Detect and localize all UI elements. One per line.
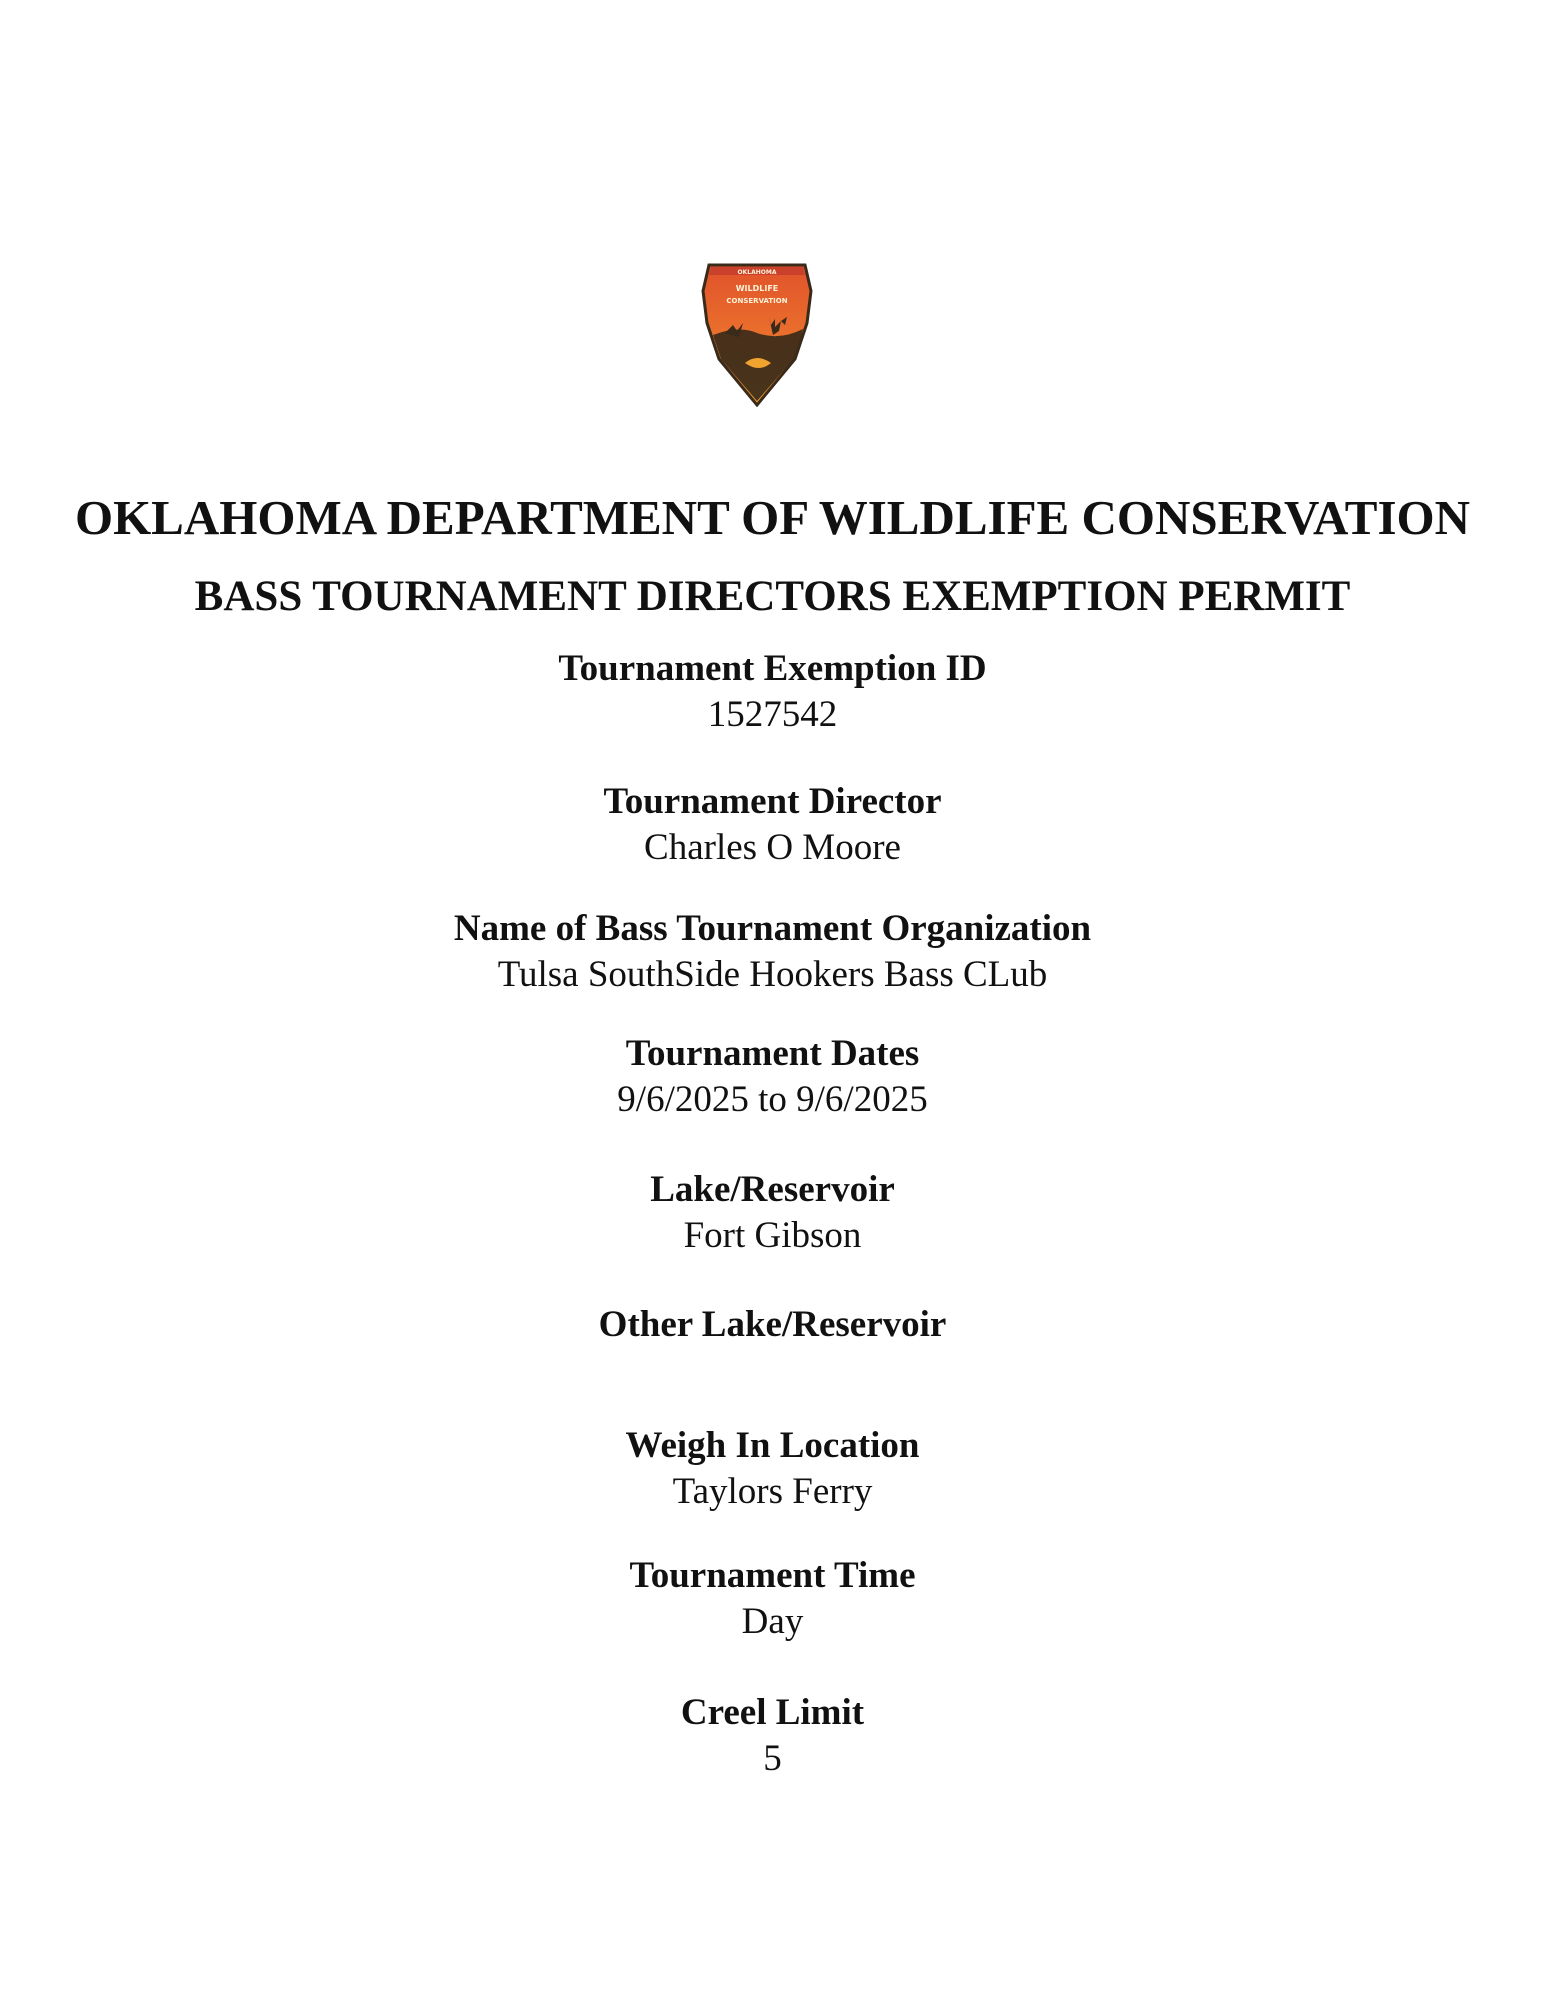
field-tournament-director — [0, 779, 1545, 871]
field-label: Name of Bass Tournament Organization — [453, 908, 1092, 949]
page-bottom-blank — [0, 1790, 1545, 2000]
field-lake-reservoir — [0, 1167, 1545, 1259]
field-label: Creel Limit — [680, 1692, 865, 1733]
field-value: 9/6/2025 to 9/6/2025 — [617, 1079, 928, 1120]
odwc-logo — [699, 263, 815, 407]
field-value: Taylors Ferry — [672, 1471, 873, 1512]
field-weigh-in-location — [0, 1423, 1545, 1515]
field-label: Lake/Reservoir — [650, 1169, 895, 1210]
field-value: Fort Gibson — [683, 1215, 862, 1256]
field-value: Charles O Moore — [644, 827, 901, 868]
field-label: Weigh In Location — [625, 1425, 920, 1466]
permit-title: BASS TOURNAMENT DIRECTORS EXEMPTION PERMIT — [194, 573, 1351, 620]
field-tournament-time — [0, 1553, 1545, 1645]
logo-text-top: OKLAHOMA — [737, 269, 777, 276]
field-value — [0, 1348, 1545, 1394]
logo-text-bottom: CONSERVATION — [726, 297, 788, 305]
field-value: 1527542 — [707, 694, 838, 735]
field-label: Tournament Exemption ID — [558, 648, 987, 689]
field-label: Tournament Director — [603, 781, 942, 822]
logo-text-mid: WILDLIFE — [735, 284, 779, 293]
field-label: Tournament Dates — [625, 1033, 920, 1074]
arrowhead-emblem-icon — [699, 263, 815, 407]
field-value: 5 — [763, 1738, 782, 1779]
field-value: Tulsa SouthSide Hookers Bass CLub — [497, 954, 1048, 995]
field-tournament-dates — [0, 1031, 1545, 1123]
field-label: Other Lake/Reservoir — [598, 1304, 947, 1345]
field-other-lake-reservoir — [0, 1302, 1545, 1394]
field-organization — [0, 906, 1545, 998]
field-creel-limit — [0, 1690, 1545, 1782]
field-label: Tournament Time — [629, 1555, 916, 1596]
field-exemption-id — [0, 646, 1545, 738]
agency-name: OKLAHOMA DEPARTMENT OF WILDLIFE CONSERVATION — [74, 490, 1471, 545]
field-value: Day — [741, 1601, 804, 1642]
